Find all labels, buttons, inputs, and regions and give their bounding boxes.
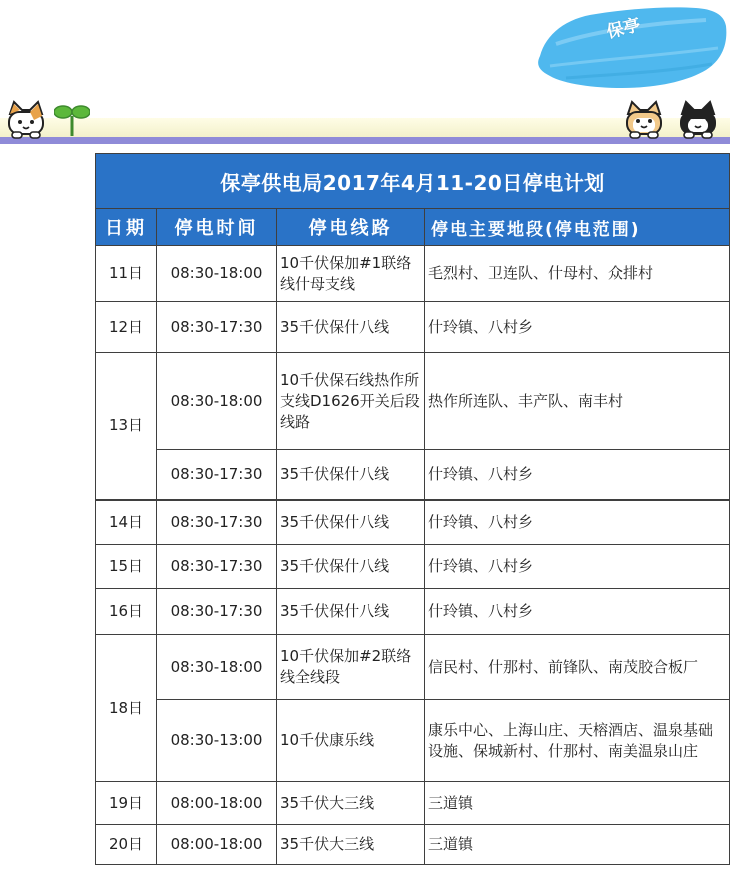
- cell-area: 什玲镇、八村乡: [425, 450, 730, 500]
- cell-date: 15日: [96, 545, 157, 589]
- decorative-divider: [0, 137, 730, 144]
- banner-label: 保亭: [604, 15, 643, 43]
- cell-time: 08:30-18:00: [157, 635, 277, 700]
- cell-time: 08:00-18:00: [157, 825, 277, 865]
- table-row: [96, 302, 730, 353]
- cell-date: 19日: [96, 782, 157, 825]
- cell-line: 35千伏保什八线: [277, 500, 425, 545]
- cell-date: 14日: [96, 500, 157, 545]
- cell-date: 16日: [96, 589, 157, 635]
- cell-line: 35千伏大三线: [277, 782, 425, 825]
- outage-table: [95, 153, 730, 865]
- cell-time: 08:00-18:00: [157, 782, 277, 825]
- cell-line: 35千伏保什八线: [277, 545, 425, 589]
- cell-time: 08:30-17:30: [157, 589, 277, 635]
- table-row: [96, 500, 730, 545]
- cell-line: 35千伏保什八线: [277, 302, 425, 353]
- cell-area: 三道镇: [425, 825, 730, 865]
- cell-area: 什玲镇、八村乡: [425, 302, 730, 353]
- cell-date: 20日: [96, 825, 157, 865]
- header-line: 停电线路: [277, 209, 425, 246]
- table-row: [96, 450, 730, 500]
- table-row: [96, 700, 730, 782]
- cell-area: 康乐中心、上海山庄、天榕酒店、温泉基础设施、保城新村、什那村、南美温泉山庄: [425, 700, 730, 782]
- cat-mascot-orange-icon: [622, 100, 666, 140]
- cell-time: 08:30-17:30: [157, 450, 277, 500]
- table-row: [96, 589, 730, 635]
- cell-area: 热作所连队、丰产队、南丰村: [425, 353, 730, 450]
- cat-mascot-black-icon: [676, 100, 720, 140]
- outage-schedule: [95, 153, 729, 865]
- table-row: [96, 545, 730, 589]
- table-row: [96, 825, 730, 865]
- cell-time: 08:30-17:30: [157, 302, 277, 353]
- cell-area: 毛烈村、卫连队、什母村、众排村: [425, 246, 730, 302]
- cell-area: 什玲镇、八村乡: [425, 500, 730, 545]
- cell-time: 08:30-18:00: [157, 353, 277, 450]
- cell-date: 13日: [96, 353, 157, 500]
- cell-line: 10千伏保石线热作所支线D1626开关后段线路: [277, 353, 425, 450]
- cell-line: 10千伏康乐线: [277, 700, 425, 782]
- cell-line: 35千伏保什八线: [277, 450, 425, 500]
- cell-line: 10千伏保加#1联络线什母支线: [277, 246, 425, 302]
- table-row: [96, 635, 730, 700]
- sprout-icon: [54, 102, 90, 138]
- cell-time: 08:30-17:30: [157, 500, 277, 545]
- table-row: [96, 782, 730, 825]
- cat-mascot-icon: [4, 100, 48, 140]
- cell-area: 什玲镇、八村乡: [425, 589, 730, 635]
- cell-date: 18日: [96, 635, 157, 782]
- cell-area: 什玲镇、八村乡: [425, 545, 730, 589]
- cell-time: 08:30-18:00: [157, 246, 277, 302]
- cell-line: 35千伏大三线: [277, 825, 425, 865]
- header-area: 停电主要地段(停电范围): [425, 209, 730, 246]
- cell-date: 11日: [96, 246, 157, 302]
- cell-date: 12日: [96, 302, 157, 353]
- cell-line: 10千伏保加#2联络线全线段: [277, 635, 425, 700]
- table-row: [96, 246, 730, 302]
- cell-area: 三道镇: [425, 782, 730, 825]
- cell-line: 35千伏保什八线: [277, 589, 425, 635]
- table-title: 保亭供电局2017年4月11-20日停电计划: [96, 154, 730, 209]
- brush-banner: [536, 4, 728, 90]
- cell-time: 08:30-17:30: [157, 545, 277, 589]
- table-header-row: [96, 209, 730, 246]
- cell-area: 信民村、什那村、前锋队、南茂胶合板厂: [425, 635, 730, 700]
- header-time: 停电时间: [157, 209, 277, 246]
- table-row: [96, 353, 730, 450]
- header-date: 日期: [96, 209, 157, 246]
- cell-time: 08:30-13:00: [157, 700, 277, 782]
